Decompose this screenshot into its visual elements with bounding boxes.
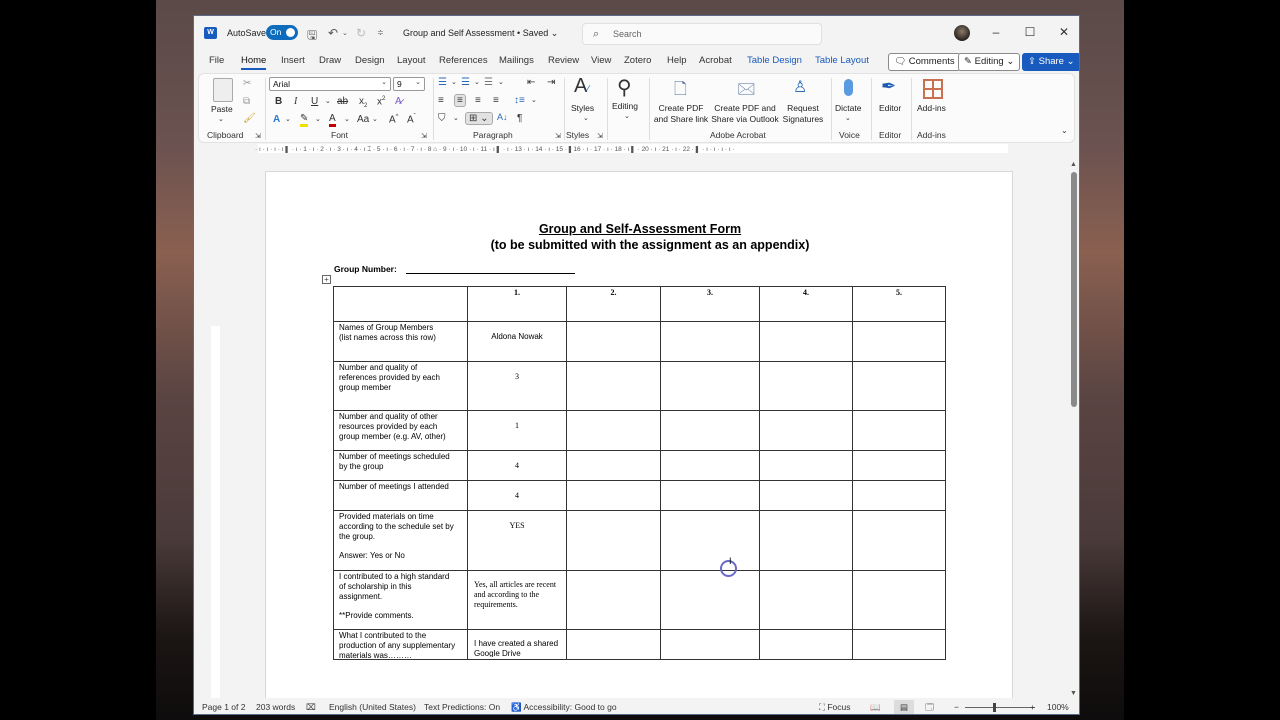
tab-acrobat[interactable]: Acrobat (699, 55, 732, 66)
table-cell[interactable] (760, 451, 853, 481)
shading-dropdown-icon[interactable]: ⌄ (453, 115, 459, 122)
paste-icon[interactable] (213, 78, 233, 102)
table-row (334, 630, 946, 660)
column-header-3[interactable]: 3. (661, 287, 760, 322)
create-pdf-outlook-button[interactable]: Create PDF and Share via Outlook (711, 103, 779, 124)
shrink-font-button[interactable]: $A^ˇ$ (407, 114, 416, 126)
chevron-down-icon: ⌄ (1006, 56, 1015, 67)
editing-mode-button[interactable]: ✎ Editing ⌄ (958, 53, 1020, 71)
web-layout-icon[interactable]: 🗔 (925, 702, 935, 712)
show-formatting-marks-icon[interactable]: ¶ (517, 113, 523, 124)
share-icon: ⇪ (1028, 56, 1036, 67)
increase-indent-icon[interactable]: ⇥ (547, 77, 556, 88)
dictate-dropdown-icon[interactable]: ⌄ (845, 115, 851, 122)
maximize-icon[interactable]: ☐ (1024, 25, 1036, 39)
numbering-dropdown-icon[interactable]: ⌄ (474, 79, 480, 86)
strikethrough-button[interactable]: ab (337, 96, 349, 107)
page-count[interactable]: Page 1 of 2 (202, 702, 246, 712)
collapse-ribbon-icon[interactable]: ⌄ (1061, 126, 1068, 135)
horizontal-ruler[interactable]: · ı · ı · ı · ı ▌ · ı · 1 · ı · 2 · ı · 3 · ı · 4 · ı ⌶ · 5 · ı · 6 · ı · 7 · ı · 8 ⌂ · 9 · ı · 10 · ı · 11 · ı ▌ · ı · 13 · ı · 14 · ı · 15 · ▌16 · ı · 17 · ı · 18 · ı ▌ · 20 · ı · 21 · ı · 22 · ▌ · ı · ı · ı · ı · (194, 144, 1064, 156)
styles-button[interactable]: Styles (571, 103, 595, 113)
column-header-1[interactable]: 1. (468, 287, 567, 322)
add-ins-icon[interactable] (923, 79, 943, 99)
tab-references[interactable]: References (439, 55, 488, 66)
row-label[interactable]: Provided materials on time according to the schedule set by the group. Answer: Yes or No (334, 511, 468, 571)
change-case-dropdown-icon[interactable]: ⌄ (372, 116, 378, 123)
align-right-icon[interactable]: ≡ (475, 95, 481, 106)
table-cell[interactable] (760, 630, 853, 660)
table-row (334, 571, 946, 630)
word-count[interactable]: 203 words (256, 702, 296, 712)
tab-zotero[interactable]: Zotero (624, 55, 652, 66)
paragraph-group-label: Paragraph (473, 130, 513, 140)
column-header-5[interactable]: 5. (853, 287, 946, 322)
row-label[interactable]: Number of meetings I attended (334, 481, 468, 511)
table-cell[interactable] (760, 411, 853, 451)
text-effects-icon[interactable]: A (273, 114, 281, 125)
table-cell[interactable] (567, 630, 661, 660)
subscript-button[interactable]: $x_2$ (359, 96, 368, 109)
group-number-label: Group Number: (334, 264, 397, 274)
table-cell[interactable] (661, 630, 760, 660)
comment-icon: 🗨 (894, 56, 907, 67)
table-cell[interactable] (853, 451, 946, 481)
row-label[interactable]: Names of Group Members (list names across this row) (334, 322, 468, 362)
font-group-label: Font (331, 130, 349, 140)
text-effects-dropdown-icon[interactable]: ⌄ (285, 116, 291, 123)
table-cell-member-1[interactable]: 3 (468, 362, 567, 411)
assessment-table (333, 286, 946, 660)
focus-mode-button[interactable]: ⛶ Focus (819, 702, 851, 712)
minimize-icon[interactable]: – (992, 25, 1000, 39)
tab-help[interactable]: Help (667, 55, 687, 66)
word-logo-icon: W (204, 27, 217, 39)
table-row (334, 411, 946, 451)
row-label[interactable]: Number and quality of other resources provided by each group member (e.g. AV, other) (334, 411, 468, 451)
language-status[interactable]: English (United States) (329, 702, 416, 712)
zoom-slider-thumb[interactable] (993, 703, 996, 712)
tab-design[interactable]: Design (355, 55, 385, 66)
status-bar (194, 699, 1079, 715)
document-title[interactable]: Group and Self Assessment • Saved ⌄ (403, 28, 559, 38)
underline-dropdown-icon[interactable]: ⌄ (325, 98, 331, 105)
group-number-field[interactable] (406, 273, 575, 274)
customize-qat-icon[interactable]: ≑ (377, 28, 384, 37)
multilevel-dropdown-icon[interactable]: ⌄ (498, 79, 504, 86)
table-cell[interactable] (661, 411, 760, 451)
bullets-dropdown-icon[interactable]: ⌄ (451, 79, 457, 86)
table-cell[interactable] (567, 481, 661, 511)
table-cell[interactable] (760, 571, 853, 630)
voice-group-label: Voice (839, 130, 860, 140)
comments-button[interactable]: 🗨 Comments (888, 53, 961, 71)
table-cell[interactable] (853, 630, 946, 660)
table-row (334, 322, 946, 362)
table-row (334, 451, 946, 481)
clipboard-launcher-icon[interactable]: ⇲ (255, 133, 261, 140)
sort-icon[interactable]: A↓ (497, 112, 508, 122)
font-color-icon[interactable]: A (329, 114, 336, 127)
document-page[interactable] (265, 171, 1013, 698)
document-canvas (208, 158, 1068, 698)
redo-icon[interactable]: ↻ (356, 26, 367, 40)
undo-dropdown-icon[interactable]: ⌄ (342, 30, 348, 37)
styles-launcher-icon[interactable]: ⇲ (597, 133, 603, 140)
table-cell[interactable] (853, 411, 946, 451)
bold-button[interactable]: B (275, 96, 283, 107)
chevron-down-icon: ⌄ (1066, 56, 1075, 67)
acrobat-group-label: Adobe Acrobat (710, 130, 766, 140)
table-cell-member-1[interactable]: 4 (468, 481, 567, 511)
change-case-button[interactable]: Aa (357, 114, 370, 125)
table-cell[interactable] (853, 571, 946, 630)
share-button[interactable]: ⇪ Share ⌄ (1022, 53, 1080, 71)
text-cursor-icon: I (729, 556, 732, 566)
table-cell[interactable] (567, 322, 661, 362)
scroll-down-icon[interactable]: ▼ (1070, 690, 1077, 697)
clear-formatting-icon[interactable]: A̷ (395, 96, 402, 107)
request-signatures-icon[interactable]: ♙ (793, 79, 808, 96)
numbering-icon[interactable]: ☰ (461, 77, 470, 88)
table-cell[interactable] (661, 481, 760, 511)
font-size-select[interactable]: 9 ⌄ (393, 77, 425, 91)
row-label[interactable]: What I contributed to the production of any supplementary materials was……… (334, 630, 468, 660)
zoom-level[interactable]: 100% (1047, 702, 1069, 712)
zoom-in-icon[interactable]: + (1030, 702, 1035, 712)
create-pdf-share-icon[interactable]: 🗋 (674, 81, 687, 98)
table-cell[interactable] (567, 571, 661, 630)
ribbon-tabs (194, 50, 1079, 72)
tab-mailings[interactable]: Mailings (499, 55, 534, 66)
font-color-dropdown-icon[interactable]: ⌄ (344, 116, 350, 123)
table-cell-member-1[interactable]: 1 (468, 411, 567, 451)
text-predictions-status[interactable]: Text Predictions: On (424, 702, 501, 712)
table-cell[interactable] (760, 481, 853, 511)
zoom-slider[interactable] (965, 707, 1035, 708)
editor-group-label: Editor (879, 130, 902, 140)
table-cell[interactable] (661, 362, 760, 411)
search-input[interactable]: ⌕ Search (582, 23, 822, 45)
borders-icon[interactable]: ⊞ ⌄ (465, 112, 493, 125)
tab-insert[interactable]: Insert (281, 55, 305, 66)
paragraph-launcher-icon[interactable]: ⇲ (555, 133, 561, 140)
read-mode-icon[interactable]: 📖 (870, 702, 881, 712)
editing-button[interactable]: Editing (612, 101, 638, 111)
form-title: Group and Self-Assessment Form (538, 222, 742, 236)
undo-icon[interactable]: ↶ (328, 26, 339, 40)
row-label[interactable]: I contributed to a high standard of scholarship in this assignment. **Provide comments. (334, 571, 468, 630)
table-cell-member-1[interactable]: 4 (468, 451, 567, 481)
table-cell[interactable] (661, 322, 760, 362)
justify-icon[interactable]: ≡ (493, 95, 499, 106)
editing-dropdown-icon[interactable]: ⌄ (624, 113, 630, 120)
multilevel-list-icon[interactable]: ☰ (484, 77, 493, 88)
styles-group-label: Styles (566, 130, 590, 140)
table-cell-member-1[interactable]: Yes, all articles are recent and according to the requirements. (468, 571, 567, 630)
table-header-row (334, 287, 946, 322)
column-header-2[interactable]: 2. (567, 287, 661, 322)
table-cell[interactable] (661, 451, 760, 481)
styles-dropdown-icon[interactable]: ⌄ (583, 115, 589, 122)
table-cell[interactable] (853, 322, 946, 362)
table-cell-member-1[interactable]: Aldona Nowak (468, 322, 567, 362)
cut-icon[interactable]: ✂ (243, 78, 252, 89)
styles-icon[interactable]: A∕ (574, 75, 590, 97)
table-cell-member-1[interactable]: I have created a shared Google Drive (468, 630, 567, 660)
tab-layout[interactable]: Layout (397, 55, 426, 66)
save-icon[interactable]: 🖫 (307, 28, 318, 42)
autosave-label: AutoSave (227, 28, 267, 38)
form-subtitle: (to be submitted with the assignment as an appendix) (490, 238, 810, 252)
create-pdf-outlook-icon[interactable]: 🖂 (737, 81, 756, 98)
line-spacing-dropdown-icon[interactable]: ⌄ (531, 97, 537, 104)
font-name-select[interactable]: Arial ⌄ (269, 77, 391, 91)
pencil-icon: ✎ (964, 56, 972, 67)
add-ins-group-label: Add-ins (917, 130, 946, 140)
title-bar (194, 16, 1079, 50)
accessibility-icon: ♿ (511, 702, 522, 712)
format-painter-icon[interactable]: 🖌 (243, 113, 256, 124)
table-cell[interactable] (661, 511, 760, 571)
table-cell[interactable] (760, 362, 853, 411)
table-cell[interactable] (334, 287, 468, 322)
highlight-icon[interactable]: ✎ (300, 114, 308, 127)
microphone-icon[interactable] (844, 79, 853, 96)
line-spacing-icon[interactable]: ↕≡ (514, 95, 525, 106)
tab-review[interactable]: Review (548, 55, 580, 66)
close-icon[interactable]: ✕ (1058, 25, 1070, 39)
table-cell-member-1[interactable]: YES (468, 511, 567, 571)
tab-table-layout[interactable]: Table Layout (815, 55, 869, 66)
align-center-icon[interactable]: ≡ (454, 94, 466, 107)
ribbon (198, 73, 1075, 143)
clipboard-group-label: Clipboard (207, 130, 244, 140)
tab-file[interactable]: File (209, 55, 225, 66)
print-layout-icon[interactable]: ▤ (894, 700, 914, 714)
table-cell[interactable] (760, 511, 853, 571)
paste-dropdown-icon[interactable]: ⌄ (218, 116, 224, 123)
paste-button[interactable]: Paste (211, 104, 233, 114)
column-header-4[interactable]: 4. (760, 287, 853, 322)
tab-draw[interactable]: Draw (319, 55, 342, 66)
table-cell[interactable] (853, 362, 946, 411)
editor-button[interactable]: Editor (879, 103, 902, 113)
focus-icon: ⛶ (819, 702, 825, 712)
dictate-button[interactable]: Dictate (835, 103, 862, 113)
table-row (334, 511, 946, 571)
zoom-out-icon[interactable]: − (954, 702, 959, 712)
table-cell[interactable] (567, 451, 661, 481)
tab-home[interactable]: Home (241, 55, 267, 66)
vertical-ruler[interactable] (211, 326, 220, 698)
table-cell[interactable] (853, 511, 946, 571)
font-launcher-icon[interactable]: ⇲ (421, 133, 427, 140)
add-ins-button[interactable]: Add-ins (917, 103, 946, 113)
copy-icon[interactable]: ⧉ (243, 96, 251, 107)
create-pdf-share-link-button[interactable]: Create PDF and Share link (653, 103, 709, 124)
table-cell[interactable] (567, 362, 661, 411)
table-row (334, 481, 946, 511)
table-move-handle-icon[interactable]: + (322, 275, 331, 284)
accessibility-status[interactable]: ♿ Accessibility: Good to go (511, 702, 617, 712)
underline-button[interactable]: U (311, 96, 319, 107)
request-signatures-button[interactable]: Request Signatures (782, 103, 824, 124)
chevron-down-icon: ⌄ (415, 79, 421, 86)
table-cell[interactable] (567, 511, 661, 571)
autosave-toggle[interactable]: On (266, 25, 298, 40)
bullets-icon[interactable]: ☰ (438, 77, 447, 88)
tab-view[interactable]: View (591, 55, 612, 66)
search-icon: ⌕ (593, 28, 600, 40)
italic-button[interactable]: I (294, 96, 298, 107)
scrollbar-thumb[interactable] (1071, 172, 1077, 407)
word-window (193, 15, 1080, 715)
highlight-dropdown-icon[interactable]: ⌄ (315, 116, 321, 123)
table-cell[interactable] (760, 322, 853, 362)
row-label[interactable]: Number and quality of references provided by each group member (334, 362, 468, 411)
table-row (334, 362, 946, 411)
scroll-up-icon[interactable]: ▲ (1070, 161, 1077, 168)
find-icon[interactable]: ⚲ (617, 77, 632, 99)
table-cell[interactable] (853, 481, 946, 511)
user-avatar[interactable] (954, 25, 970, 41)
table-cell[interactable] (661, 571, 760, 630)
shading-icon[interactable]: ⛉ (438, 113, 446, 124)
table-cell[interactable] (567, 411, 661, 451)
superscript-button[interactable]: $x^2$ (377, 96, 386, 108)
grow-font-button[interactable]: A^ (389, 114, 399, 126)
editor-icon[interactable]: ✒ (881, 76, 897, 96)
decrease-indent-icon[interactable]: ⇤ (527, 77, 536, 88)
chevron-down-icon: ⌄ (381, 79, 387, 86)
vertical-scrollbar[interactable] (1068, 158, 1080, 698)
proofing-icon[interactable]: ⌧ (306, 702, 316, 712)
row-label[interactable]: Number of meetings scheduled by the group (334, 451, 468, 481)
align-left-icon[interactable]: ≡ (438, 95, 444, 106)
tab-table-design[interactable]: Table Design (747, 55, 802, 66)
